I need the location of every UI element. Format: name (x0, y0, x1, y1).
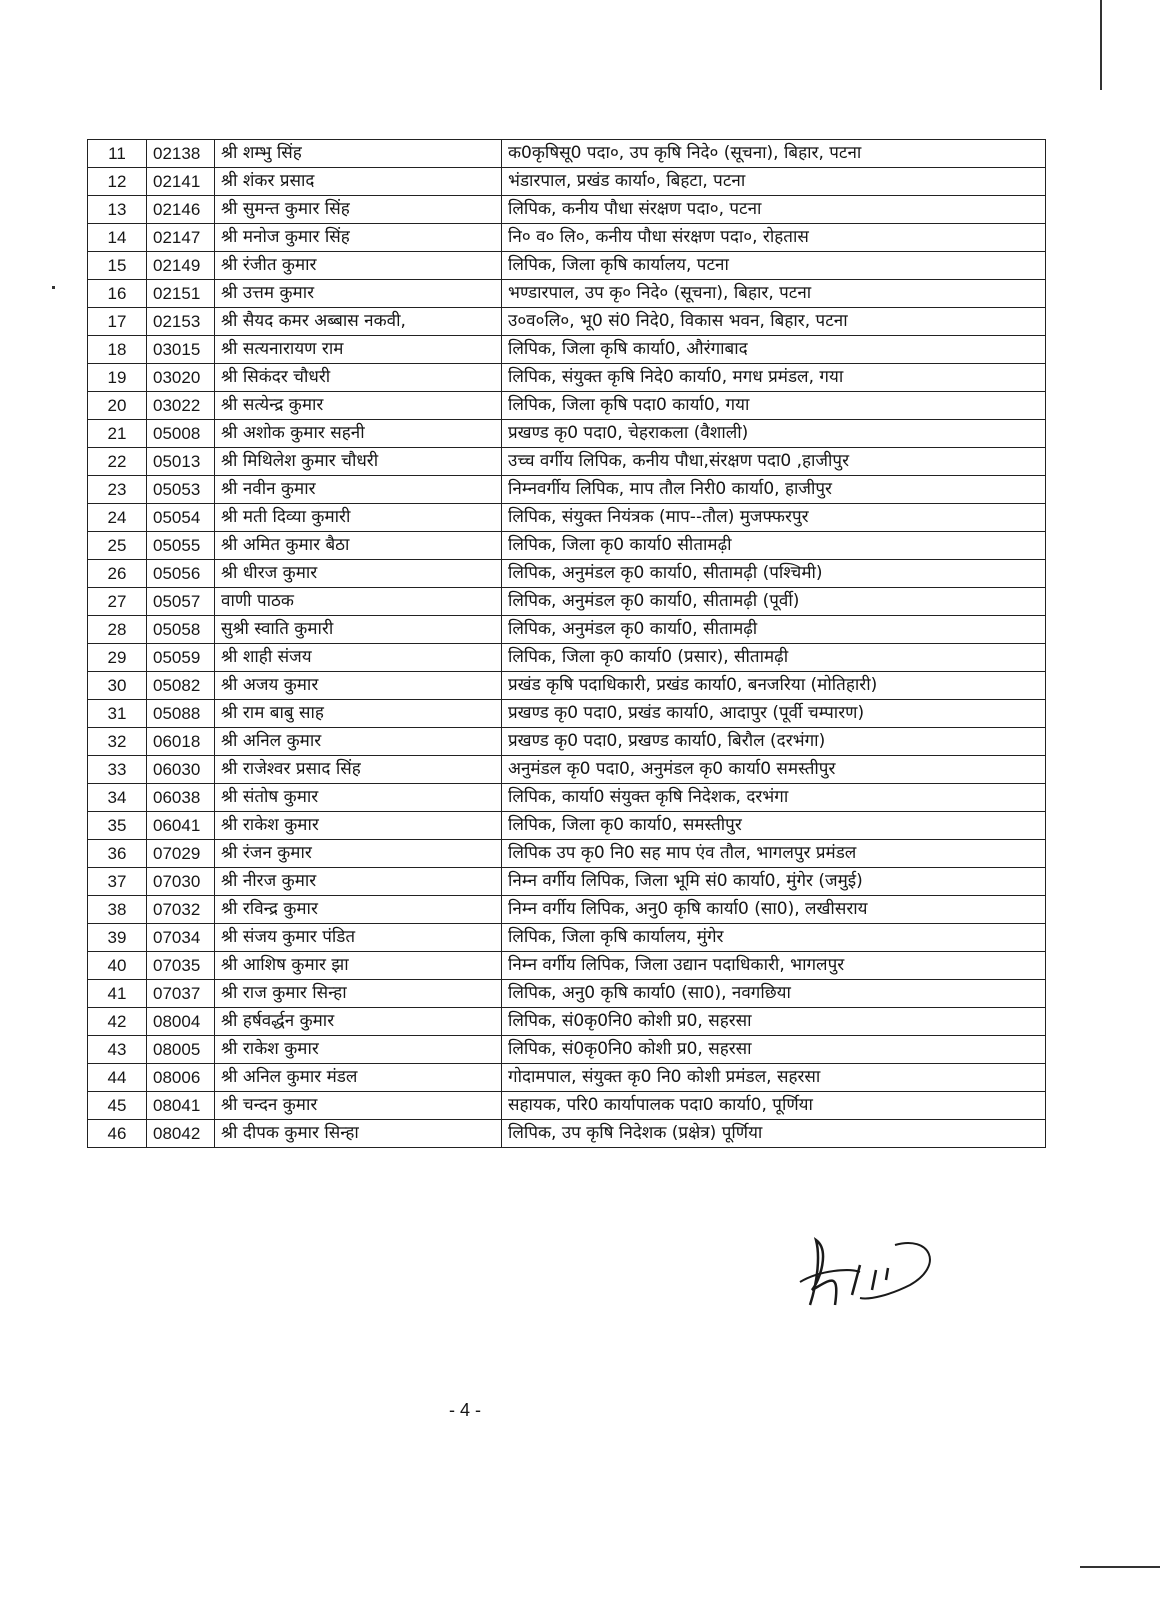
employee-name-cell: श्री रविन्द्र कुमार (215, 896, 502, 924)
serial-number-cell: 27 (88, 588, 147, 616)
employee-code-cell: 03020 (147, 364, 215, 392)
table-row (88, 868, 1046, 896)
designation-cell: निम्नवर्गीय लिपिक, माप तौल निरी0 कार्या0, हाजीपुर (502, 476, 1046, 504)
page-number: - 4 - (448, 1400, 481, 1420)
designation-cell: लिपिक, उप कृषि निदेशक (प्रक्षेत्र) पूर्णिया (502, 1120, 1046, 1148)
employee-name-cell: श्री राजेश्वर प्रसाद सिंह (215, 756, 502, 784)
serial-number-cell: 16 (88, 280, 147, 308)
employee-code-cell: 08042 (147, 1120, 215, 1148)
employee-code-cell: 06018 (147, 728, 215, 756)
serial-number-cell: 41 (88, 980, 147, 1008)
employee-code-cell: 05056 (147, 560, 215, 588)
serial-number-cell: 36 (88, 840, 147, 868)
employee-name-cell: श्री संजय कुमार पंडित (215, 924, 502, 952)
employee-code-cell: 07034 (147, 924, 215, 952)
serial-number-cell: 18 (88, 336, 147, 364)
employee-code-cell: 05082 (147, 672, 215, 700)
employee-code-cell: 07029 (147, 840, 215, 868)
serial-number-cell: 11 (88, 140, 147, 168)
table-row (88, 476, 1046, 504)
employee-code-cell: 02146 (147, 196, 215, 224)
employee-name-cell: श्री शाही संजय (215, 644, 502, 672)
designation-cell: लिपिक, कनीय पौधा संरक्षण पदा०, पटना (502, 196, 1046, 224)
designation-cell: क0कृषिसू0 पदा०, उप कृषि निदे० (सूचना), बिहार, पटना (502, 140, 1046, 168)
serial-number-cell: 26 (88, 560, 147, 588)
table-row (88, 812, 1046, 840)
designation-cell: लिपिक, जिला कृ0 कार्या0 सीतामढ़ी (502, 532, 1046, 560)
employee-code-cell: 06041 (147, 812, 215, 840)
designation-cell: भंडारपाल, प्रखंड कार्या०, बिहटा, पटना (502, 168, 1046, 196)
table-row (88, 1092, 1046, 1120)
serial-number-cell: 12 (88, 168, 147, 196)
employee-name-cell: श्री दीपक कुमार सिन्हा (215, 1120, 502, 1148)
serial-number-cell: 33 (88, 756, 147, 784)
table-row (88, 168, 1046, 196)
employee-name-cell: श्री संतोष कुमार (215, 784, 502, 812)
serial-number-cell: 44 (88, 1064, 147, 1092)
serial-number-cell: 39 (88, 924, 147, 952)
designation-cell: लिपिक, जिला कृषि पदा0 कार्या0, गया (502, 392, 1046, 420)
serial-number-cell: 43 (88, 1036, 147, 1064)
employee-code-cell: 02138 (147, 140, 215, 168)
table-row (88, 196, 1046, 224)
designation-cell: भण्डारपाल, उप कृ० निदे० (सूचना), बिहार, पटना (502, 280, 1046, 308)
serial-number-cell: 35 (88, 812, 147, 840)
employee-code-cell: 05088 (147, 700, 215, 728)
employee-name-cell: श्री राकेश कुमार (215, 1036, 502, 1064)
serial-number-cell: 38 (88, 896, 147, 924)
employee-name-cell: श्री अमित कुमार बैठा (215, 532, 502, 560)
designation-cell: गोदामपाल, संयुक्त कृ0 नि0 कोशी प्रमंडल, सहरसा (502, 1064, 1046, 1092)
scan-edge-line (1080, 1566, 1160, 1568)
serial-number-cell: 23 (88, 476, 147, 504)
employee-name-cell: श्री अशोक कुमार सहनी (215, 420, 502, 448)
serial-number-cell: 46 (88, 1120, 147, 1148)
designation-cell: लिपिक, जिला कृ0 कार्या0, समस्तीपुर (502, 812, 1046, 840)
designation-cell: लिपिक, अनुमंडल कृ0 कार्या0, सीतामढ़ी (पश्चिमी) (502, 560, 1046, 588)
designation-cell: उ०व०लि०, भू0 सं0 निदे0, विकास भवन, बिहार, पटना (502, 308, 1046, 336)
employee-code-cell: 05053 (147, 476, 215, 504)
employee-name-cell: श्री अजय कुमार (215, 672, 502, 700)
employee-table (87, 139, 1046, 1148)
table-row (88, 784, 1046, 812)
employee-name-cell: श्री धीरज कुमार (215, 560, 502, 588)
designation-cell: लिपिक, जिला कृषि कार्या0, औरंगाबाद (502, 336, 1046, 364)
table-row (88, 644, 1046, 672)
table-row (88, 728, 1046, 756)
designation-cell: लिपिक उप कृ0 नि0 सह माप एंव तौल, भागलपुर प्रमंडल (502, 840, 1046, 868)
designation-cell: निम्न वर्गीय लिपिक, जिला भूमि सं0 कार्या0, मुंगेर (जमुई) (502, 868, 1046, 896)
table-row (88, 280, 1046, 308)
designation-cell: प्रखण्ड कृ0 पदा0, प्रखण्ड कार्या0, बिरौल (दरभंगा) (502, 728, 1046, 756)
employee-code-cell: 03015 (147, 336, 215, 364)
serial-number-cell: 25 (88, 532, 147, 560)
table-row (88, 1036, 1046, 1064)
employee-code-cell: 05013 (147, 448, 215, 476)
employee-name-cell: श्री राज कुमार सिन्हा (215, 980, 502, 1008)
serial-number-cell: 40 (88, 952, 147, 980)
employee-code-cell: 06030 (147, 756, 215, 784)
employee-name-cell: श्री मिथिलेश कुमार चौधरी (215, 448, 502, 476)
employee-name-cell: श्री चन्दन कुमार (215, 1092, 502, 1120)
employee-code-cell: 06038 (147, 784, 215, 812)
serial-number-cell: 17 (88, 308, 147, 336)
employee-code-cell: 07037 (147, 980, 215, 1008)
serial-number-cell: 15 (88, 252, 147, 280)
table-row (88, 952, 1046, 980)
signature (790, 1210, 950, 1330)
serial-number-cell: 31 (88, 700, 147, 728)
table-row (88, 560, 1046, 588)
employee-code-cell: 05054 (147, 504, 215, 532)
employee-name-cell: श्री सत्येन्द्र कुमार (215, 392, 502, 420)
employee-code-cell: 07035 (147, 952, 215, 980)
serial-number-cell: 19 (88, 364, 147, 392)
employee-name-cell: वाणी पाठक (215, 588, 502, 616)
table-row (88, 532, 1046, 560)
employee-name-cell: श्री सत्यनारायण राम (215, 336, 502, 364)
employee-code-cell: 07032 (147, 896, 215, 924)
scan-edge-line (1100, 0, 1102, 90)
designation-cell: लिपिक, जिला कृषि कार्यालय, मुंगेर (502, 924, 1046, 952)
table-row (88, 896, 1046, 924)
employee-name-cell: श्री हर्षवर्द्धन कुमार (215, 1008, 502, 1036)
table-row (88, 1120, 1046, 1148)
table-row (88, 616, 1046, 644)
serial-number-cell: 42 (88, 1008, 147, 1036)
serial-number-cell: 14 (88, 224, 147, 252)
serial-number-cell: 30 (88, 672, 147, 700)
employee-code-cell: 05055 (147, 532, 215, 560)
employee-name-cell: श्री आशिष कुमार झा (215, 952, 502, 980)
employee-name-cell: श्री रंजन कुमार (215, 840, 502, 868)
table-row (88, 672, 1046, 700)
designation-cell: लिपिक, अनुमंडल कृ0 कार्या0, सीतामढ़ी (502, 616, 1046, 644)
designation-cell: लिपिक, अनु0 कृषि कार्या0 (सा0), नवगछिया (502, 980, 1046, 1008)
designation-cell: लिपिक, संयुक्त कृषि निदे0 कार्या0, मगध प्रमंडल, गया (502, 364, 1046, 392)
serial-number-cell: 24 (88, 504, 147, 532)
serial-number-cell: 21 (88, 420, 147, 448)
employee-name-cell: श्री मती दिव्या कुमारी (215, 504, 502, 532)
employee-name-cell: श्री शम्भु सिंह (215, 140, 502, 168)
employee-name-cell: श्री सुमन्त कुमार सिंह (215, 196, 502, 224)
employee-name-cell: श्री सिकंदर चौधरी (215, 364, 502, 392)
employee-code-cell: 08006 (147, 1064, 215, 1092)
employee-code-cell: 02151 (147, 280, 215, 308)
employee-name-cell: श्री शंकर प्रसाद (215, 168, 502, 196)
employee-code-cell: 02153 (147, 308, 215, 336)
serial-number-cell: 45 (88, 1092, 147, 1120)
employee-name-cell: श्री अनिल कुमार (215, 728, 502, 756)
table-row (88, 756, 1046, 784)
table-row (88, 700, 1046, 728)
table-row (88, 252, 1046, 280)
designation-cell: निम्न वर्गीय लिपिक, अनु0 कृषि कार्या0 (सा0), लखीसराय (502, 896, 1046, 924)
table-row (88, 588, 1046, 616)
designation-cell: प्रखण्ड कृ0 पदा0, चेहराकला (वैशाली) (502, 420, 1046, 448)
employee-name-cell: श्री राकेश कुमार (215, 812, 502, 840)
table-row (88, 1064, 1046, 1092)
designation-cell: उच्च वर्गीय लिपिक, कनीय पौधा,संरक्षण पदा0 ,हाजीपुर (502, 448, 1046, 476)
employee-code-cell: 08005 (147, 1036, 215, 1064)
designation-cell: नि० व० लि०, कनीय पौधा संरक्षण पदा०, रोहतास (502, 224, 1046, 252)
employee-code-cell: 02149 (147, 252, 215, 280)
table-row (88, 224, 1046, 252)
table-row (88, 308, 1046, 336)
serial-number-cell: 28 (88, 616, 147, 644)
serial-number-cell: 20 (88, 392, 147, 420)
employee-table-body (88, 140, 1046, 1148)
designation-cell: अनुमंडल कृ0 पदा0, अनुमंडल कृ0 कार्या0 समस्तीपुर (502, 756, 1046, 784)
table-row (88, 840, 1046, 868)
employee-name-cell: श्री सैयद कमर अब्बास नकवी, (215, 308, 502, 336)
table-row (88, 924, 1046, 952)
designation-cell: लिपिक, अनुमंडल कृ0 कार्या0, सीतामढ़ी (पूर्वी) (502, 588, 1046, 616)
designation-cell: लिपिक, सं0कृ0नि0 कोशी प्र0, सहरसा (502, 1008, 1046, 1036)
employee-code-cell: 08041 (147, 1092, 215, 1120)
employee-code-cell: 05058 (147, 616, 215, 644)
employee-name-cell: श्री अनिल कुमार मंडल (215, 1064, 502, 1092)
designation-cell: निम्न वर्गीय लिपिक, जिला उद्यान पदाधिकारी, भागलपुर (502, 952, 1046, 980)
serial-number-cell: 13 (88, 196, 147, 224)
table-row (88, 336, 1046, 364)
table-row (88, 504, 1046, 532)
employee-code-cell: 07030 (147, 868, 215, 896)
table-row (88, 1008, 1046, 1036)
employee-name-cell: श्री राम बाबु साह (215, 700, 502, 728)
serial-number-cell: 22 (88, 448, 147, 476)
employee-name-cell: श्री नीरज कुमार (215, 868, 502, 896)
designation-cell: सहायक, परि0 कार्यापालक पदा0 कार्या0, पूर्णिया (502, 1092, 1046, 1120)
employee-code-cell: 02147 (147, 224, 215, 252)
employee-name-cell: श्री नवीन कुमार (215, 476, 502, 504)
designation-cell: लिपिक, जिला कृ0 कार्या0 (प्रसार), सीतामढ़ी (502, 644, 1046, 672)
employee-code-cell: 08004 (147, 1008, 215, 1036)
designation-cell: प्रखंड कृषि पदाधिकारी, प्रखंड कार्या0, बनजरिया (मोतिहारी) (502, 672, 1046, 700)
designation-cell: लिपिक, संयुक्त नियंत्रक (माप--तौल) मुजफ्फरपुर (502, 504, 1046, 532)
designation-cell: प्रखण्ड कृ0 पदा0, प्रखंड कार्या0, आदापुर (पूर्वी चम्पारण) (502, 700, 1046, 728)
table-row (88, 392, 1046, 420)
serial-number-cell: 37 (88, 868, 147, 896)
designation-cell: लिपिक, सं0कृ0नि0 कोशी प्र0, सहरसा (502, 1036, 1046, 1064)
employee-code-cell: 02141 (147, 168, 215, 196)
employee-name-cell: सुश्री स्वाति कुमारी (215, 616, 502, 644)
table-row (88, 980, 1046, 1008)
designation-cell: लिपिक, कार्या0 संयुक्त कृषि निदेशक, दरभंगा (502, 784, 1046, 812)
employee-name-cell: श्री उत्तम कुमार (215, 280, 502, 308)
designation-cell: लिपिक, जिला कृषि कार्यालय, पटना (502, 252, 1046, 280)
table-row (88, 448, 1046, 476)
employee-name-cell: श्री मनोज कुमार सिंह (215, 224, 502, 252)
employee-code-cell: 05059 (147, 644, 215, 672)
employee-code-cell: 05008 (147, 420, 215, 448)
employee-code-cell: 05057 (147, 588, 215, 616)
serial-number-cell: 29 (88, 644, 147, 672)
scan-dot (52, 286, 55, 289)
employee-code-cell: 03022 (147, 392, 215, 420)
table-row (88, 420, 1046, 448)
serial-number-cell: 32 (88, 728, 147, 756)
serial-number-cell: 34 (88, 784, 147, 812)
table-row (88, 364, 1046, 392)
table-row (88, 140, 1046, 168)
employee-name-cell: श्री रंजीत कुमार (215, 252, 502, 280)
